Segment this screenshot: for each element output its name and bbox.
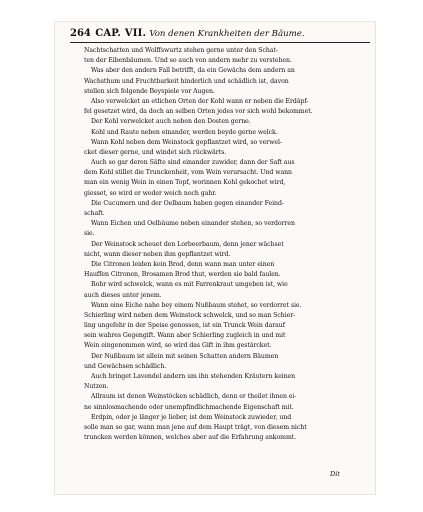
text-line: fel gesetzet wird, da doch an selben Orten jedes vor sich wohl bekommet. <box>84 108 313 116</box>
text-line: auch dieses unter jenem. <box>84 291 162 299</box>
text-line: truncken werden können, welches aber auf die Erfahrung ankommt. <box>84 434 297 442</box>
chapter-label: CAP. VII. <box>95 28 147 39</box>
text-line: Kohl und Raute neben einander, werden beyde gerne welck. <box>91 128 278 136</box>
text-line: Wann eine Eiche nahe bey einem Nußbaum stehet, so verdorret sie. <box>91 301 302 309</box>
text-line: ten der Eibenbäumen. Und so auch von andern mehr zu verstehen. <box>84 57 292 65</box>
text-line: Die Citronen leiden kein Brod, denn wann man unter einen <box>91 260 275 268</box>
text-line: man ein wenig Wein in einen Topf, worinnen Kohl gekochet wird, <box>84 179 286 187</box>
header-rule <box>70 42 370 43</box>
text-line: Nachtschatten und Wolffswurtz stehen gerne unter den Schat- <box>84 47 278 54</box>
text-line: cket dieser gerne, und windet sich rückwärts. <box>84 148 227 156</box>
text-line: Der Nußbaum ist allein mit seinen Schatten andern Bäumen <box>91 352 279 360</box>
text-line: sie. <box>84 230 95 238</box>
chapter-title: Von denen Krankheiten der Bäume. <box>149 29 305 39</box>
text-line: solle man so gar, wann man jene auf dem Haupt trägt, von diesem nicht <box>84 423 307 431</box>
text-line: Also verwelcket an etlichen Orten der Kohl wann er neben die Erdäpf- <box>91 97 309 105</box>
body-text <box>84 46 366 443</box>
text-line: Erdpin, oder je länger je lieber, ist dem Weinstock zuwieder, und <box>91 413 292 421</box>
text-line: Rohr wird schwelck, wann es mit Farrenkraut umgeben ist, wie <box>91 281 288 289</box>
text-line: Was aber den andern Fall betrifft, da ein Gewächs dem andern an <box>91 67 295 75</box>
text-line: Wachsthum und Fruchtbarkeit hinderlich und schädlich ist, davon <box>84 77 289 85</box>
text-line: Der Weinstock scheuet den Lorbeerbaum, denn jener wächset <box>91 240 284 248</box>
text-line: dem Kohl stillet die Trunckenheit, vom Wein verursacht. Und wann <box>84 169 292 177</box>
text-line: Wein eingenommen wird, so wird das Gift in ihm gestärcket. <box>84 342 272 350</box>
text-line: schaft. <box>84 210 105 217</box>
text-line: Wann Eichen und Oelbäume neben einander stehen, so verdorren <box>91 220 295 228</box>
text-line: giesset, so wird er weder weich noch gahr. <box>84 189 217 197</box>
text-line: nicht, wann dieser neben ihm gepflantzet wird. <box>84 250 231 258</box>
text-line: Auch bringet Lavendel andern um ihn stehenden Kräutern keinen <box>91 373 296 380</box>
text-line: ne sinnlosmachende oder unempfindlichmachende Eigenschaft mit. <box>84 403 294 411</box>
text-line: Wann Kohl neben dem Weinstock gepflantzet wird, so verwel- <box>91 138 282 146</box>
text-line: sein wahres Gegengift. Wann aber Schierling zugleich in und mit <box>84 332 286 340</box>
text-line: Auch so gar deren Säfte sind einander zuwider, dann der Saft aus <box>91 159 295 167</box>
text-line: Die Cucumern und der Oelbaum haben gegen einander Feind- <box>91 199 284 207</box>
text-line: stellen sich folgende Beyspiele vor Augen. <box>84 87 215 95</box>
text-line: Der Kohl verwelcket auch neben den Dosten gerne. <box>91 118 251 126</box>
text-line: Nutzen. <box>84 383 109 391</box>
page-number: 264 <box>70 28 91 39</box>
text-line: ling ungefehr in der Speise genossen, ist ein Trunck Wein darauf <box>84 322 285 330</box>
text-line: Hauffen Citronen, Brosamen Brod thut, werden sie bald faulen. <box>84 271 281 279</box>
text-line: Schierling wird neben dem Weinstock schwelck, und so man Schier- <box>84 311 296 319</box>
text-line: und Gewächsen schädlich. <box>84 362 167 370</box>
running-header <box>70 26 370 42</box>
catchword: Dit <box>330 470 340 478</box>
text-line: Allraum ist denen Weinstöcken schädlich, denn er theilet ihnen ei- <box>91 393 297 401</box>
